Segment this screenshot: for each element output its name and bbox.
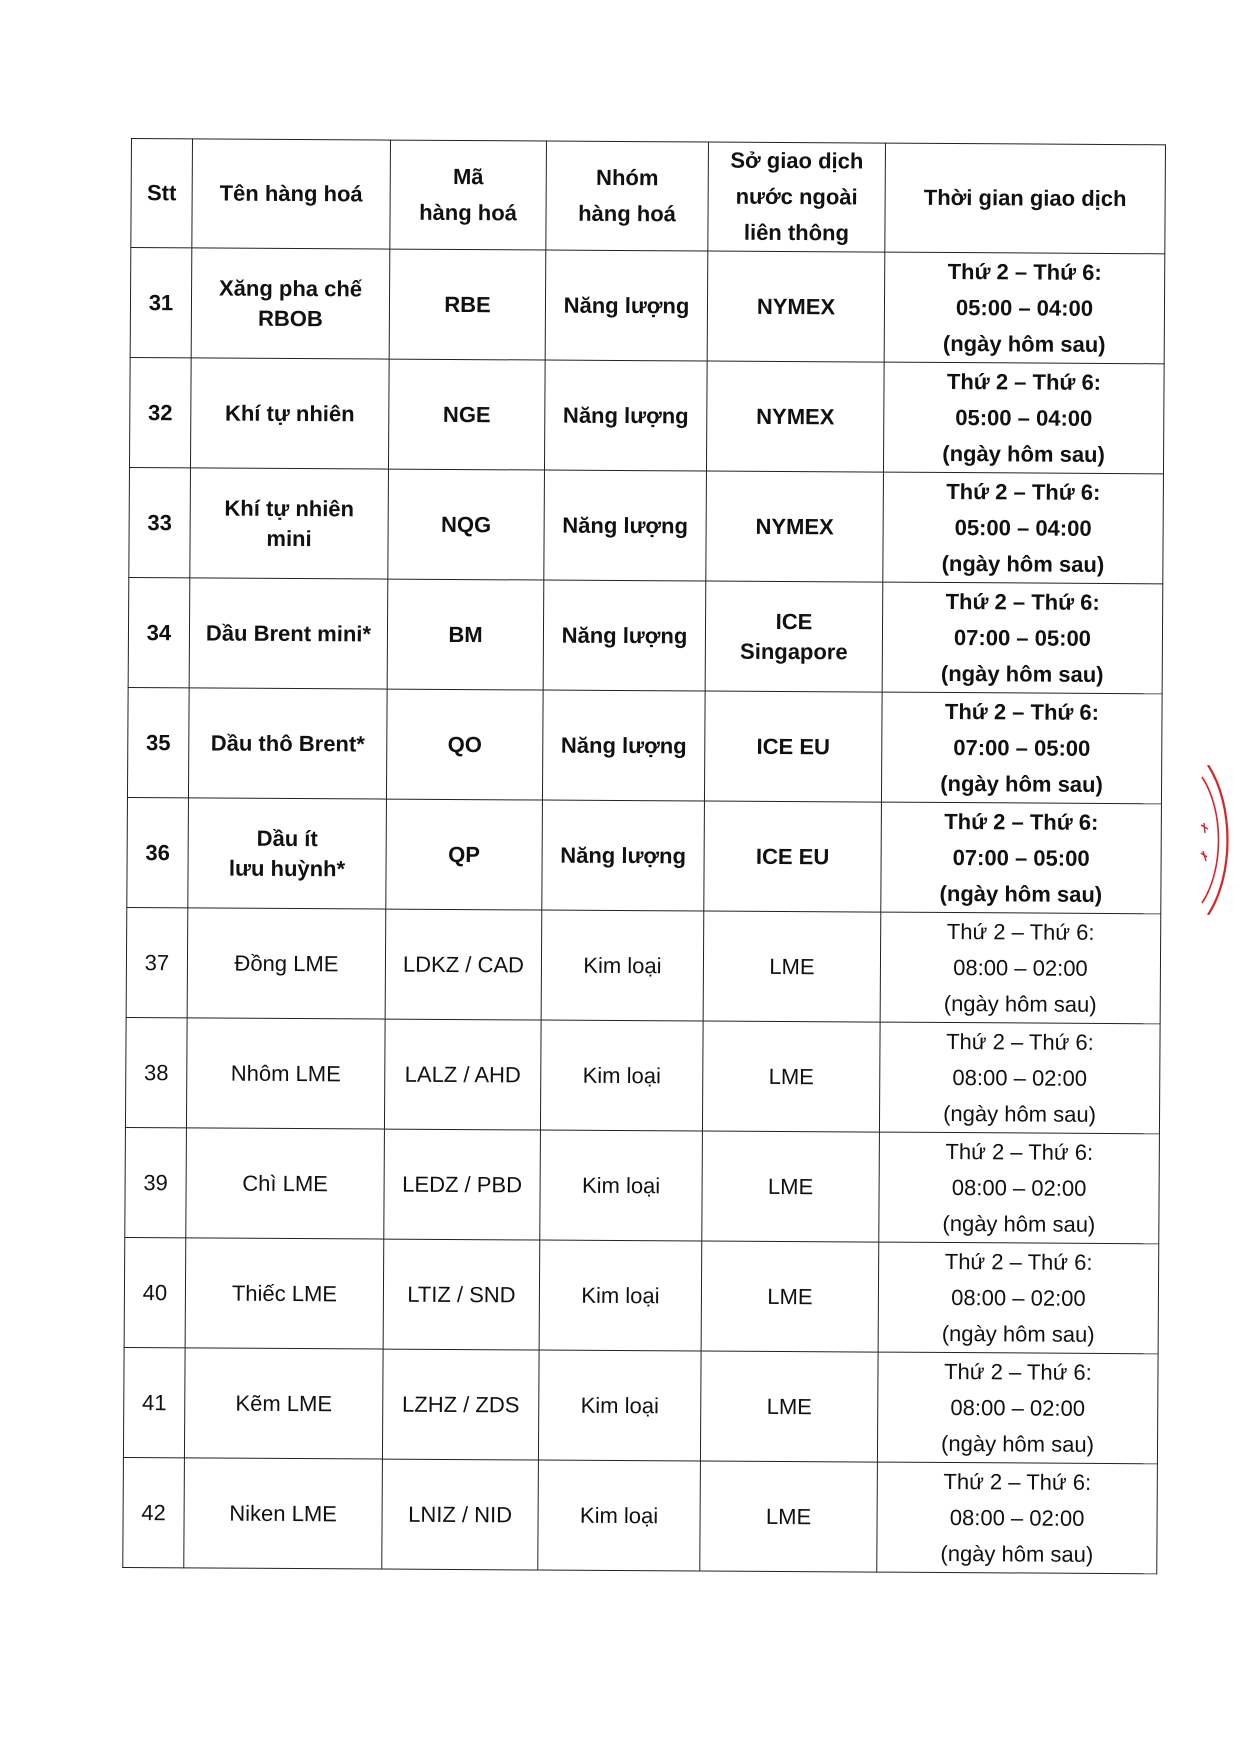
- table-row: [130, 248, 1165, 364]
- table-row: [123, 1347, 1158, 1463]
- seal-stamp-fragment-icon: [1200, 765, 1240, 915]
- cell-trading-time: [878, 1242, 1159, 1354]
- trading-time-line: (ngày hôm sau): [941, 1430, 1095, 1457]
- cell-trading-time: [877, 1462, 1158, 1574]
- header-group-line: Nhóm: [596, 164, 659, 191]
- exchange-line: LME: [767, 1283, 813, 1309]
- trading-time-line: 05:00 – 04:00: [954, 514, 1092, 541]
- cell-commodity-name: [186, 1128, 385, 1239]
- commodity-name-line: RBOB: [257, 305, 323, 331]
- cell-commodity-name: [184, 1348, 383, 1459]
- cell-exchange: [702, 1131, 880, 1242]
- cell-trading-time: [883, 362, 1164, 474]
- cell-commodity-code: LZHZ / ZDS: [382, 1349, 539, 1460]
- header-code-line: Mã: [452, 163, 484, 190]
- cell-trading-time: [879, 1022, 1160, 1134]
- trading-time-line: Thứ 2 – Thứ 6:: [946, 478, 1101, 505]
- commodity-name-line: Nhôm LME: [230, 1060, 341, 1086]
- table-row: [125, 1017, 1160, 1133]
- cell-commodity-code: LEDZ / PBD: [384, 1129, 541, 1240]
- header-exchange-line: liên thông: [743, 219, 850, 246]
- table-row: [127, 687, 1162, 803]
- cell-commodity-code: BM: [387, 579, 544, 690]
- table-row: [124, 1237, 1159, 1353]
- commodity-name-line: Dầu Brent mini*: [205, 619, 372, 646]
- table-header-row: [131, 139, 1166, 254]
- cell-commodity-group: Kim loại: [538, 1460, 701, 1571]
- exchange-line: Singapore: [740, 638, 848, 664]
- cell-commodity-group: Năng lượng: [542, 800, 705, 911]
- cell-exchange: [700, 1351, 878, 1462]
- trading-time-line: (ngày hôm sau): [940, 770, 1103, 797]
- cell-trading-time: [884, 252, 1165, 364]
- cell-commodity-name: [190, 358, 389, 469]
- cell-commodity-name: [188, 688, 387, 799]
- header-exchange: [708, 142, 886, 252]
- cell-exchange: [701, 1241, 879, 1352]
- cell-trading-time: [880, 912, 1161, 1024]
- cell-exchange: [706, 471, 884, 582]
- table-row: [129, 357, 1164, 473]
- cell-commodity-name: [188, 798, 387, 909]
- trading-time-line: 05:00 – 04:00: [955, 404, 1093, 431]
- trading-time-line: Thứ 2 – Thứ 6:: [945, 588, 1100, 615]
- commodity-trading-table: [122, 138, 1166, 1574]
- cell-commodity-group: Kim loại: [541, 910, 704, 1021]
- cell-commodity-group: Năng lượng: [545, 250, 708, 361]
- trading-time-line: 08:00 – 02:00: [953, 954, 1088, 981]
- cell-trading-time: [883, 472, 1164, 584]
- trading-time-line: (ngày hôm sau): [942, 330, 1106, 357]
- cell-commodity-group: Kim loại: [539, 1240, 702, 1351]
- cell-stt: 36: [127, 797, 189, 907]
- cell-commodity-name: [187, 908, 386, 1019]
- cell-stt: 41: [123, 1347, 185, 1457]
- cell-trading-time: [879, 1132, 1160, 1244]
- trading-time-line: (ngày hôm sau): [940, 660, 1104, 687]
- cell-commodity-code: NQG: [388, 469, 545, 580]
- commodity-name-line: Chì LME: [242, 1170, 328, 1196]
- trading-time-line: (ngày hôm sau): [939, 880, 1103, 907]
- exchange-line: ICE EU: [755, 843, 830, 869]
- trading-time-line: (ngày hôm sau): [941, 550, 1105, 577]
- trading-time-line: (ngày hôm sau): [940, 1540, 1094, 1567]
- cell-commodity-name: [189, 578, 388, 689]
- trading-time-line: 08:00 – 02:00: [950, 1394, 1086, 1421]
- cell-commodity-name: [191, 248, 390, 359]
- trading-time-line: Thứ 2 – Thứ 6:: [944, 698, 1100, 725]
- cell-commodity-code: LALZ / AHD: [384, 1019, 541, 1130]
- trading-time-line: Thứ 2 – Thứ 6:: [944, 1358, 1092, 1385]
- cell-stt: 31: [130, 248, 192, 358]
- trading-time-line: 07:00 – 05:00: [952, 844, 1090, 871]
- commodity-name-line: Dầu thô Brent*: [210, 729, 365, 756]
- trading-time-line: (ngày hôm sau): [943, 990, 1097, 1017]
- commodity-name-line: Khí tự nhiên: [224, 400, 355, 426]
- cell-commodity-group: Năng lượng: [544, 470, 707, 581]
- cell-trading-time: [877, 1352, 1158, 1464]
- trading-time-line: Thứ 2 – Thứ 6:: [947, 258, 1102, 285]
- cell-stt: 34: [128, 577, 190, 687]
- trading-time-line: Thứ 2 – Thứ 6:: [944, 808, 1099, 835]
- exchange-line: NYMEX: [756, 293, 836, 319]
- cell-stt: 35: [127, 687, 189, 797]
- commodity-name-line: Khí tự nhiên: [224, 495, 355, 521]
- table-row: [125, 1127, 1160, 1243]
- trading-time-line: 05:00 – 04:00: [955, 294, 1094, 321]
- table-row: [129, 467, 1164, 583]
- exchange-line: ICE: [775, 608, 813, 634]
- table-row: [123, 1457, 1158, 1573]
- cell-commodity-name: [186, 1018, 385, 1129]
- cell-stt: 42: [123, 1457, 185, 1567]
- cell-trading-time: [881, 692, 1162, 804]
- trading-time-line: Thứ 2 – Thứ 6:: [946, 918, 1095, 945]
- trading-time-line: 08:00 – 02:00: [949, 1504, 1085, 1531]
- cell-trading-time: [882, 582, 1163, 694]
- header-time: Thời gian giao dịch: [885, 143, 1166, 254]
- trading-time-line: (ngày hôm sau): [942, 1210, 1096, 1237]
- cell-commodity-group: Năng lượng: [542, 690, 705, 801]
- trading-time-line: Thứ 2 – Thứ 6:: [945, 1138, 1094, 1165]
- cell-commodity-group: Năng lượng: [543, 580, 706, 691]
- cell-commodity-group: Năng lượng: [544, 360, 707, 471]
- trading-time-line: (ngày hôm sau): [942, 440, 1105, 467]
- commodity-name-line: Kẽm LME: [235, 1390, 333, 1416]
- header-name: Tên hàng hoá: [192, 139, 391, 249]
- commodity-name-line: Đồng LME: [234, 950, 339, 976]
- header-group: [546, 141, 709, 251]
- cell-commodity-code: QP: [386, 799, 543, 910]
- exchange-line: LME: [767, 1173, 814, 1199]
- commodity-name-line: Xăng pha chế: [218, 275, 363, 301]
- trading-time-line: 07:00 – 05:00: [953, 624, 1092, 651]
- cell-commodity-name: [185, 1238, 384, 1349]
- cell-commodity-code: LTIZ / SND: [383, 1239, 540, 1350]
- cell-stt: 40: [124, 1237, 186, 1347]
- header-code-line: hàng hoá: [419, 199, 518, 226]
- table-body: [123, 248, 1165, 1574]
- cell-trading-time: [881, 802, 1162, 914]
- trading-time-line: 08:00 – 02:00: [952, 1064, 1088, 1091]
- exchange-line: LME: [768, 1063, 814, 1089]
- commodity-name-line: lưu huỳnh*: [228, 855, 346, 881]
- commodity-name-line: Thiếc LME: [231, 1280, 338, 1306]
- table-header: [131, 139, 1166, 254]
- cell-commodity-code: LNIZ / NID: [382, 1459, 539, 1570]
- cell-exchange: [703, 911, 881, 1022]
- trading-time-line: 08:00 – 02:00: [951, 1284, 1086, 1311]
- trading-time-line: Thứ 2 – Thứ 6:: [944, 1248, 1093, 1275]
- cell-commodity-name: [184, 1458, 383, 1569]
- table-row: [127, 797, 1162, 913]
- commodity-name-line: Niken LME: [229, 1500, 337, 1526]
- cell-exchange: [704, 691, 882, 802]
- cell-stt: 39: [125, 1127, 187, 1237]
- cell-exchange: [706, 361, 884, 472]
- trading-time-line: (ngày hôm sau): [941, 1320, 1095, 1347]
- header-code: [390, 140, 547, 250]
- cell-exchange: [702, 1021, 880, 1132]
- commodity-name-line: Dầu ít: [256, 825, 318, 851]
- cell-exchange: [700, 1461, 878, 1572]
- trading-time-line: Thứ 2 – Thứ 6:: [943, 1468, 1092, 1495]
- trading-time-line: 07:00 – 05:00: [953, 734, 1091, 761]
- cell-commodity-code: LDKZ / CAD: [385, 909, 542, 1020]
- cell-exchange: [707, 251, 885, 362]
- exchange-line: NYMEX: [755, 513, 834, 539]
- commodity-name-line: mini: [266, 525, 312, 551]
- trading-time-line: 08:00 – 02:00: [951, 1174, 1087, 1201]
- header-exchange-line: Sở giao dịch: [730, 147, 864, 174]
- trading-time-line: Thứ 2 – Thứ 6:: [946, 1028, 1094, 1055]
- cell-stt: 37: [126, 907, 188, 1017]
- cell-stt: 38: [125, 1017, 187, 1127]
- cell-commodity-code: RBE: [389, 249, 546, 360]
- trading-time-line: Thứ 2 – Thứ 6:: [946, 368, 1102, 395]
- cell-exchange: [705, 581, 883, 692]
- table-row: [128, 577, 1163, 693]
- cell-commodity-group: Kim loại: [538, 1350, 701, 1461]
- exchange-line: NYMEX: [756, 403, 835, 429]
- cell-commodity-group: Kim loại: [540, 1020, 703, 1131]
- cell-stt: 32: [129, 357, 191, 467]
- table-row: [126, 907, 1161, 1023]
- cell-commodity-code: QO: [386, 689, 543, 800]
- exchange-line: ICE EU: [756, 733, 831, 759]
- header-exchange-line: nước ngoài: [735, 183, 858, 210]
- cell-exchange: [704, 801, 882, 912]
- cell-commodity-name: [190, 468, 389, 579]
- exchange-line: LME: [765, 1503, 812, 1529]
- cell-commodity-code: NGE: [388, 359, 545, 470]
- cell-commodity-group: Kim loại: [540, 1130, 703, 1241]
- cell-stt: 33: [129, 467, 191, 577]
- exchange-line: LME: [769, 953, 815, 979]
- exchange-line: LME: [766, 1393, 812, 1419]
- header-group-line: hàng hoá: [578, 200, 677, 227]
- header-stt: Stt: [131, 139, 193, 248]
- trading-time-line: (ngày hôm sau): [943, 1100, 1097, 1127]
